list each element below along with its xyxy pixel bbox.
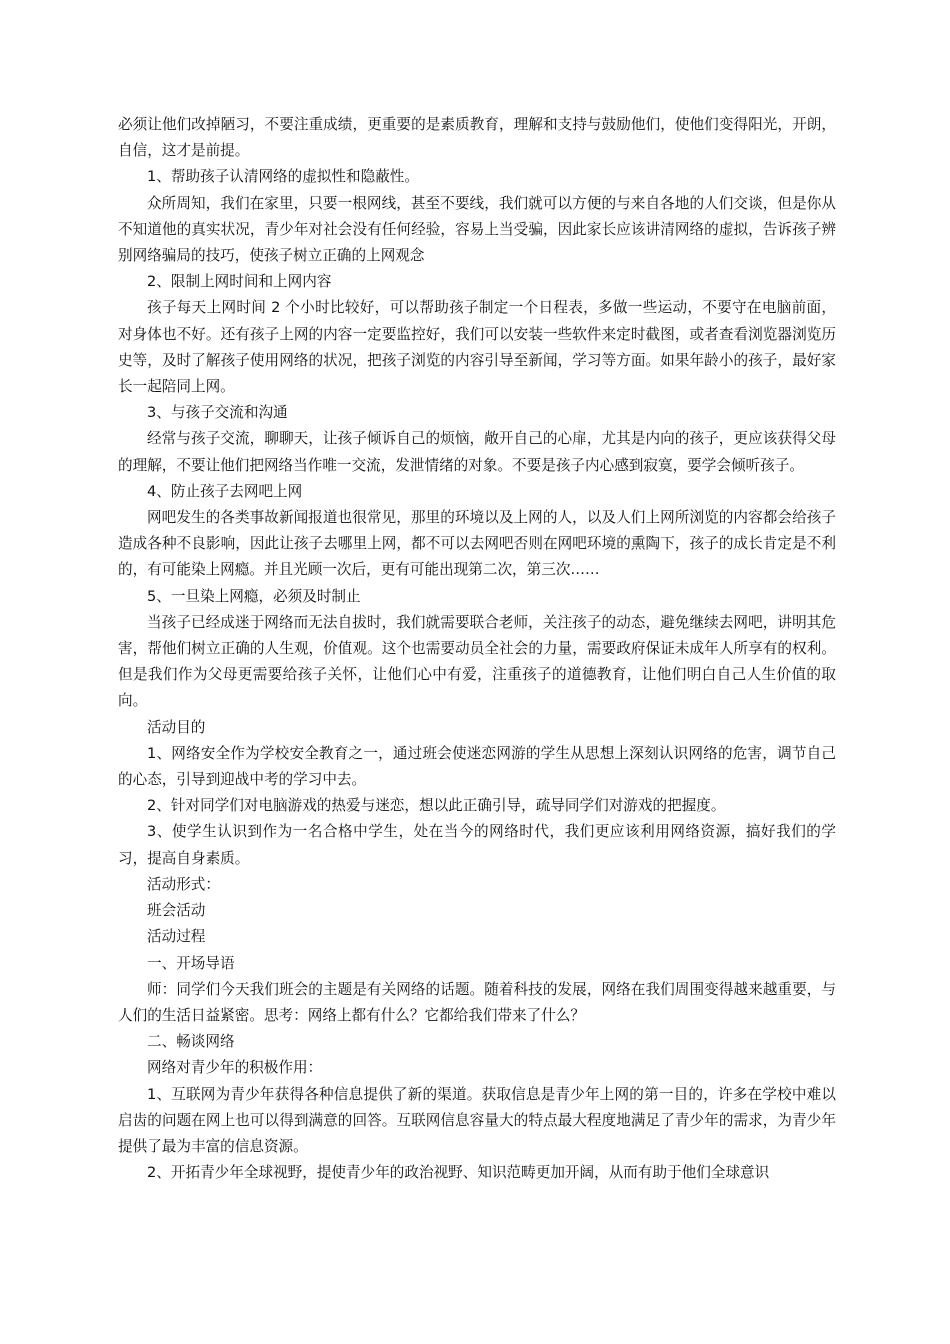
- paragraph: 必须让他们改掉陋习，不要注重成绩，更重要的是素质教育，理解和支持与鼓励他们，使他们变得阳光，开朗，自信，这才是前提。: [118, 116, 836, 160]
- section-heading: 1、帮助孩子认清网络的虚拟性和隐蔽性。: [147, 168, 419, 186]
- paragraph: 师：同学们今天我们班会的主题是有关网络的话题。随着科技的发展，网络在我们周围变得越来越重要，与人们的生活日益紧密。思考：网络上都有什么？它都给我们带来了什么？: [118, 980, 836, 1024]
- section-heading: 活动过程: [147, 928, 206, 946]
- section-heading: 4、防止孩子去网吧上网: [147, 482, 303, 500]
- paragraph: 网吧发生的各类事故新闻报道也很常见，那里的环境以及上网的人，以及人们上网所浏览的内容都会给孩子造成各种不良影响，因此让孩子去哪里上网，都不可以去网吧否则在网吧环境的熏陶下，孩子的成长肯定是不利的，有可能染上网瘾。并且光顾一次后，更有可能出现第二次，第三次……: [118, 509, 836, 579]
- paragraph: 3、使学生认识到作为一名合格中学生，处在当今的网络时代，我们更应该利用网络资源，搞好我们的学习，提高自身素质。: [118, 823, 836, 867]
- section-heading: 5、一旦染上网瘾，必须及时制止: [147, 587, 361, 605]
- paragraph: 2、针对同学们对电脑游戏的热爱与迷恋，想以此正确引导，疏导同学们对游戏的把握度。: [147, 797, 726, 815]
- paragraph: 班会活动: [147, 902, 206, 920]
- section-heading: 3、与孩子交流和沟通: [147, 404, 288, 422]
- section-heading: 二、畅谈网络: [147, 1033, 235, 1051]
- paragraph: 众所周知，我们在家里，只要一根网线，甚至不要线，我们就可以方便的与来自各地的人们交谈，但是你从不知道他的真实状况，青少年对社会没有任何经验，容易上当受骗，因此家长应该讲清网络的虚拟，告诉孩子辨别网络骗局的技巧，使孩子树立正确的上网观念: [118, 194, 836, 265]
- paragraph: 2、开拓青少年全球视野，提使青少年的政治视野、知识范畴更加开阔，从而有助于他们全球意识: [147, 1164, 770, 1182]
- section-heading: 活动目的: [147, 718, 206, 736]
- paragraph: 孩子每天上网时间 2 个小时比较好，可以帮助孩子制定一个日程表，多做一些运动，不要守在电脑前面，对身体也不好。还有孩子上网的内容一定要监控好，我们可以安装一些软件来定时截图，或者查看浏览器浏览历史等，及时了解孩子使用网络的状况，把孩子浏览的内容引导至新闻，学习等方面。如果年龄小的孩子，最好家长一起陪同上网。: [118, 299, 836, 396]
- section-heading: 一、开场导语: [147, 954, 235, 972]
- paragraph: 当孩子已经成迷于网络而无法自拔时，我们就需要联合老师，关注孩子的动态，避免继续去网吧，讲明其危害，帮他们树立正确的人生观，价值观。这个也需要动员全社会的力量，需要政府保证未成年人所享有的权利。但是我们作为父母更需要给孩子关怀，让他们心中有爱，注重孩子的道德教育，让他们明白自己人生价值的取向。: [118, 613, 836, 710]
- paragraph: 1、网络安全作为学校安全教育之一，通过班会使迷恋网游的学生从思想上深刻认识网络的危害，调节自己的心态，引导到迎战中考的学习中去。: [118, 744, 836, 789]
- paragraph: 经常与孩子交流，聊聊天，让孩子倾诉自己的烦恼，敞开自己的心扉，尤其是内向的孩子，更应该获得父母的理解，不要让他们把网络当作唯一交流，发泄情绪的对象。不要是孩子内心感到寂寞，要学会倾听孩子。: [118, 430, 836, 474]
- section-heading: 活动形式：: [147, 875, 220, 893]
- paragraph: 1、互联网为青少年获得各种信息提供了新的渠道。获取信息是青少年上网的第一目的，许多在学校中难以启齿的问题在网上也可以得到满意的回答。互联网信息容量大的特点最大程度地满足了青少年的需求，为青少年提供了最为丰富的信息资源。: [118, 1085, 836, 1155]
- section-heading: 2、限制上网时间和上网内容: [147, 273, 332, 291]
- document-page: [118, 112, 836, 1186]
- paragraph: 网络对青少年的积极作用：: [147, 1059, 323, 1077]
